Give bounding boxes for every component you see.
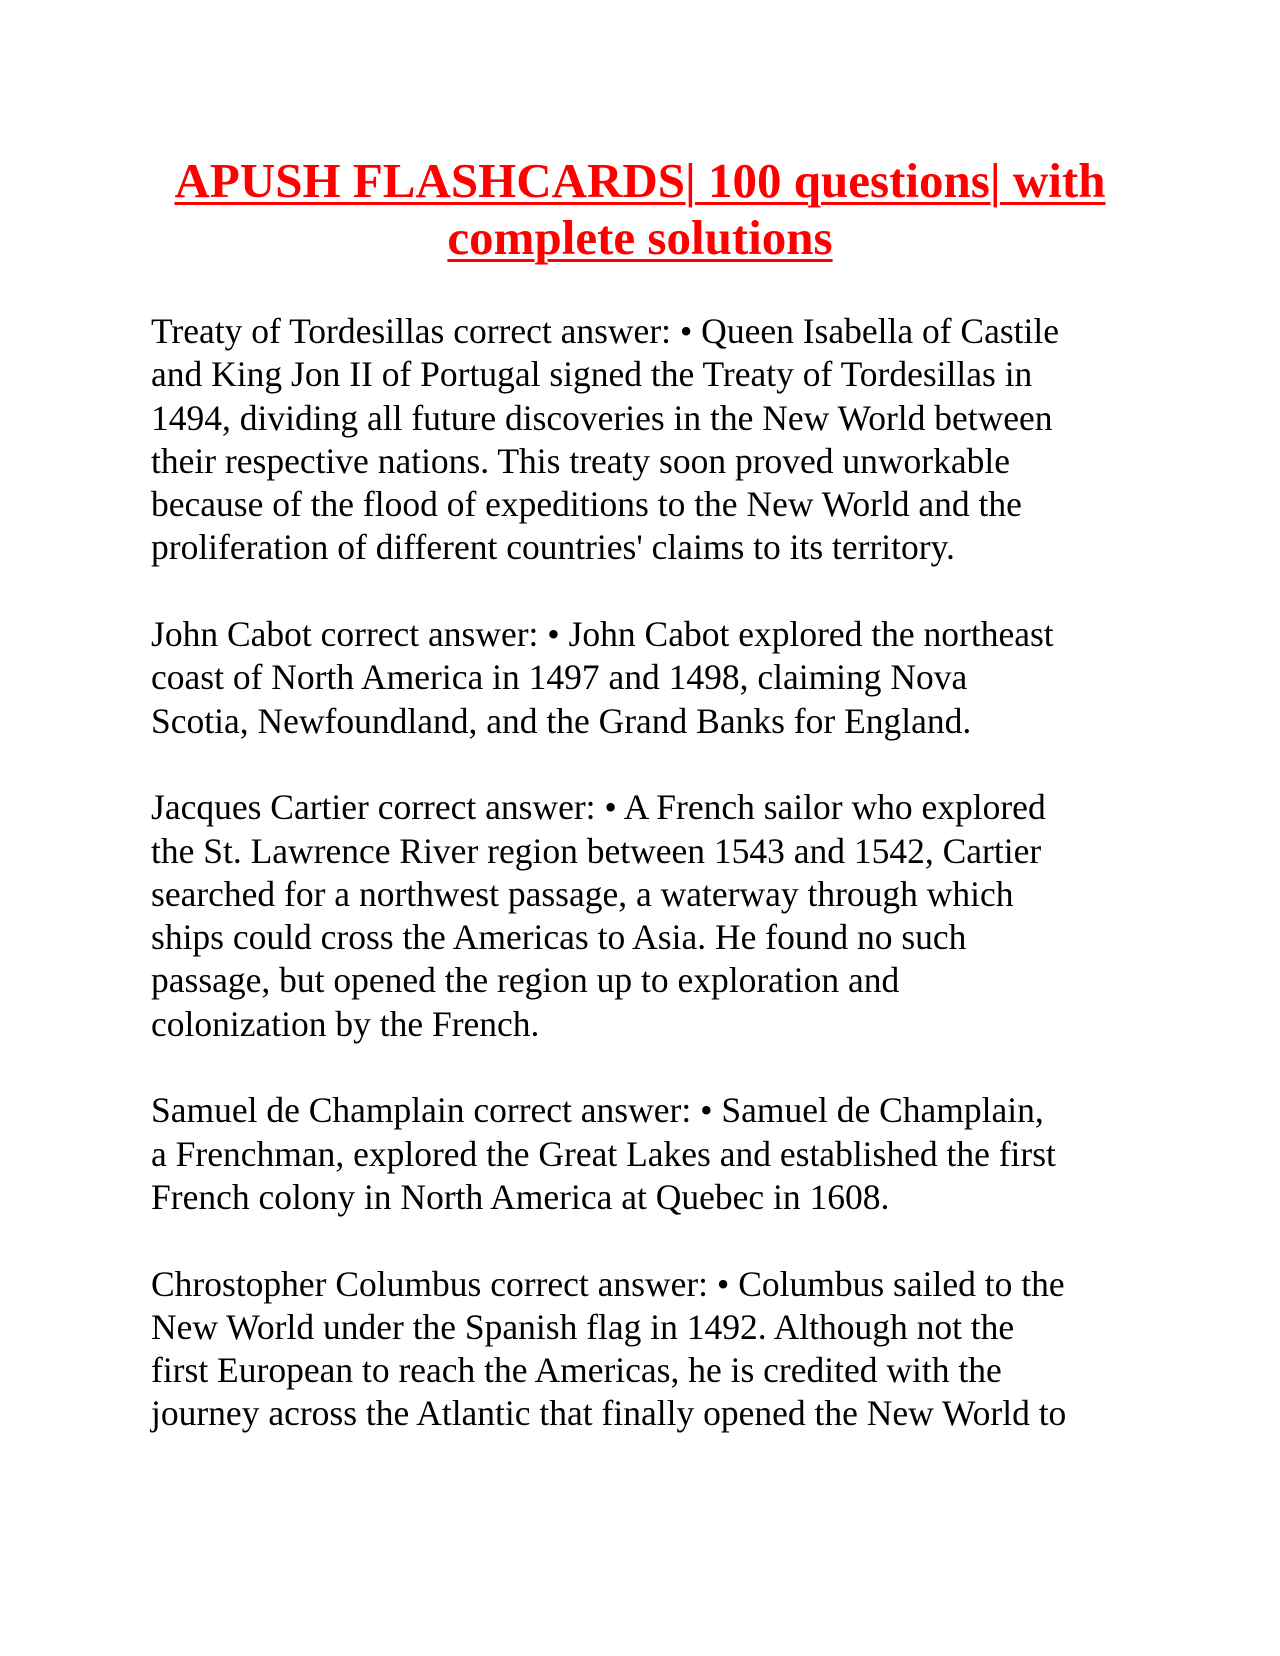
- text-line: Samuel de Champlain correct answer: • Samuel de Champlain,: [151, 1090, 1044, 1131]
- flashcard-paragraph: [151, 613, 1151, 743]
- text-line: colonization by the French.: [151, 1003, 540, 1044]
- text-line: ships could cross the Americas to Asia. He found no such: [151, 917, 967, 958]
- flashcard-paragraph: [151, 786, 1151, 1046]
- text-line: searched for a northwest passage, a waterway through which: [151, 873, 1014, 914]
- text-line: journey across the Atlantic that finally opened the New World to: [151, 1393, 1067, 1434]
- text-line: first European to reach the Americas, he is credited with the: [151, 1350, 1002, 1391]
- flashcard-paragraph: [151, 1263, 1151, 1436]
- text-line: proliferation of different countries' claims to its territory.: [151, 527, 955, 568]
- document-body: [151, 310, 1151, 1479]
- text-line: Jacques Cartier correct answer: • A French sailor who explored: [151, 787, 1046, 828]
- text-line: and King Jon II of Portugal signed the Treaty of Tordesillas in: [151, 354, 1033, 395]
- text-line: passage, but opened the region up to exploration and: [151, 960, 900, 1001]
- text-line: John Cabot correct answer: • John Cabot explored the northeast: [151, 614, 1054, 655]
- text-line: because of the flood of expeditions to the New World and the: [151, 484, 1022, 525]
- text-line: Treaty of Tordesillas correct answer: • Queen Isabella of Castile: [151, 311, 1060, 351]
- flashcard-paragraph: [151, 310, 1151, 570]
- text-line: coast of North America in 1497 and 1498, claiming Nova: [151, 657, 968, 698]
- flashcard-paragraph: [151, 1089, 1151, 1219]
- text-line: their respective nations. This treaty soon proved unworkable: [151, 440, 1011, 481]
- text-line: Scotia, Newfoundland, and the Grand Banks for England.: [151, 700, 972, 741]
- text-line: French colony in North America at Quebec in 1608.: [151, 1176, 890, 1217]
- text-line: the St. Lawrence River region between 1543 and 1542, Cartier: [151, 830, 1042, 871]
- text-line: Chrostopher Columbus correct answer: • Columbus sailed to the: [151, 1263, 1065, 1304]
- document-title: [0, 152, 1280, 266]
- title-line: APUSH FLASHCARDS| 100 questions| with: [174, 153, 1106, 208]
- text-line: New World under the Spanish flag in 1492. Although not the: [151, 1306, 1015, 1347]
- title-line: complete solutions: [447, 210, 833, 265]
- text-line: 1494, dividing all future discoveries in the New World between: [151, 397, 1053, 438]
- text-line: a Frenchman, explored the Great Lakes and established the first: [151, 1133, 1056, 1174]
